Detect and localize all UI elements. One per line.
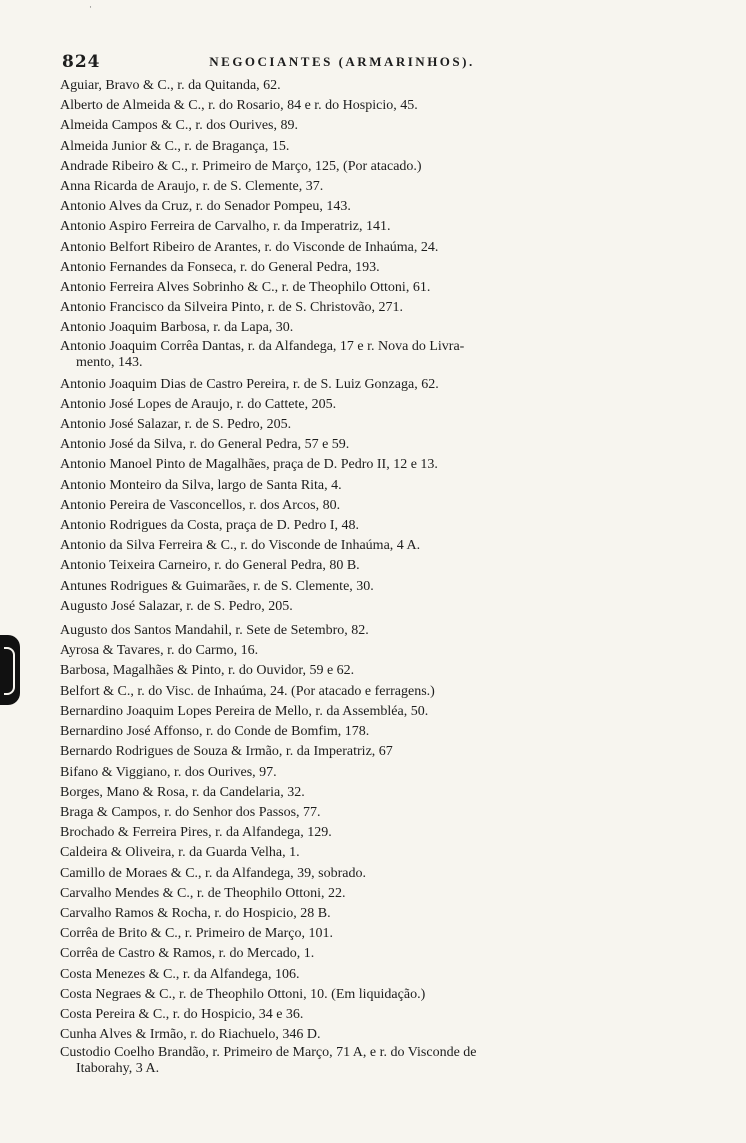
list-item: Alberto de Almeida & C., r. do Rosario, 84 e r. do Hospicio, 45.	[60, 98, 418, 114]
page-header	[62, 52, 702, 74]
list-item: Aguiar, Bravo & C., r. da Quitanda, 62.	[60, 78, 281, 93]
list-item: Corrêa de Brito & C., r. Primeiro de Março, 101.	[60, 926, 333, 942]
list-item: Antonio Monteiro da Silva, largo de Santa Rita, 4.	[60, 477, 342, 493]
list-item: Antonio Aspiro Ferreira de Carvalho, r. da Imperatriz, 141.	[60, 219, 391, 235]
list-item: Costa Negraes & C., r. de Theophilo Ottoni, 10. (Em liquidação.)	[60, 986, 426, 1002]
list-item: Augusto José Salazar, r. de S. Pedro, 205.	[60, 598, 293, 614]
merchant-list	[60, 76, 700, 1081]
list-item: Costa Menezes & C., r. da Alfandega, 106.	[60, 966, 300, 982]
list-item: Bernardino Joaquim Lopes Pereira de Mello, r. da Assembléa, 50.	[60, 703, 429, 719]
list-item: Antonio Joaquim Dias de Castro Pereira, r. de S. Luiz Gonzaga, 62.	[60, 376, 439, 392]
list-item: Antonio José da Silva, r. do General Pedra, 57 e 59.	[60, 437, 350, 453]
list-item: Brochado & Ferreira Pires, r. da Alfandega, 129.	[60, 825, 332, 841]
list-item: Ayrosa & Tavares, r. do Carmo, 16.	[60, 643, 259, 659]
list-item: Antunes Rodrigues & Guimarães, r. de S. Clemente, 30.	[60, 578, 374, 594]
list-item: Antonio Fernandes da Fonseca, r. do General Pedra, 193.	[60, 259, 380, 275]
list-item: Antonio Ferreira Alves Sobrinho & C., r. de Theophilo Ottoni, 61.	[60, 280, 431, 296]
list-item: Bernardino José Affonso, r. do Conde de Bomfim, 178.	[60, 724, 370, 740]
list-item: Almeida Junior & C., r. de Bragança, 15.	[60, 138, 290, 154]
list-item: Antonio José Lopes de Araujo, r. do Cattete, 205.	[60, 396, 337, 412]
list-item: Caldeira & Oliveira, r. da Guarda Velha, 1.	[60, 845, 300, 861]
list-item: Antonio Alves da Cruz, r. do Senador Pompeu, 143.	[60, 199, 351, 215]
list-item: Carvalho Mendes & C., r. de Theophilo Ottoni, 22.	[60, 885, 346, 901]
page-edge-marks	[716, 0, 746, 20]
list-item: Augusto dos Santos Mandahil, r. Sete de Setembro, 82.	[60, 623, 369, 639]
list-item: Antonio Rodrigues da Costa, praça de D. Pedro I, 48.	[60, 518, 359, 534]
list-item: Carvalho Ramos & Rocha, r. do Hospicio, 28 B.	[60, 905, 331, 921]
list-item: Antonio Pereira de Vasconcellos, r. dos Arcos, 80.	[60, 497, 341, 513]
list-item: Antonio da Silva Ferreira & C., r. do Visconde de Inhaúma, 4 A.	[60, 538, 421, 554]
running-title: NEGOCIANTES (ARMARINHOS).	[209, 54, 475, 69]
list-item: Corrêa de Castro & Ramos, r. do Mercado, 1.	[60, 946, 315, 962]
library-stamp	[0, 635, 20, 705]
list-item: Barbosa, Magalhães & Pinto, r. do Ouvidor, 59 e 62.	[60, 663, 355, 679]
list-item: Camillo de Moraes & C., r. da Alfandega, 39, sobrado.	[60, 865, 366, 881]
list-item: Bernardo Rodrigues de Souza & Irmão, r. da Imperatriz, 67	[60, 744, 393, 760]
list-item	[60, 339, 700, 371]
list-item: Antonio Manoel Pinto de Magalhães, praça de D. Pedro II, 12 e 13.	[60, 457, 438, 473]
list-item: Cunha Alves & Irmão, r. do Riachuelo, 346 D.	[60, 1027, 321, 1043]
list-item	[60, 1045, 700, 1077]
list-item: Costa Pereira & C., r. do Hospicio, 34 e 36.	[60, 1006, 304, 1022]
list-item: Antonio Belfort Ribeiro de Arantes, r. do Visconde de Inhaúma, 24.	[60, 239, 439, 255]
list-item: Braga & Campos, r. do Senhor dos Passos, 77.	[60, 804, 321, 820]
list-item-continuation: Itaborahy, 3 A.	[76, 1061, 160, 1077]
list-item: Antonio Francisco da Silveira Pinto, r. de S. Christovão, 271.	[60, 300, 403, 316]
list-item-continuation: mento, 143.	[76, 354, 143, 370]
list-item-line: Custodio Coelho Brandão, r. Primeiro de Março, 71 A, e r. do Visconde de	[60, 1045, 477, 1061]
list-item: Almeida Campos & C., r. dos Ourives, 89.	[60, 118, 298, 134]
list-item: Belfort & C., r. do Visc. de Inhaúma, 24. (Por atacado e ferragens.)	[60, 683, 435, 699]
print-mark: ˙	[88, 6, 93, 17]
list-item: Bifano & Viggiano, r. dos Ourives, 97.	[60, 764, 277, 780]
list-item: Antonio José Salazar, r. de S. Pedro, 205.	[60, 417, 292, 433]
list-item: Borges, Mano & Rosa, r. da Candelaria, 32.	[60, 784, 305, 800]
list-item: Antonio Joaquim Barbosa, r. da Lapa, 30.	[60, 320, 294, 336]
page-number: 824	[62, 52, 101, 72]
list-item: Antonio Teixeira Carneiro, r. do General Pedra, 80 B.	[60, 558, 360, 574]
list-item: Anna Ricarda de Araujo, r. de S. Clemente, 37.	[60, 179, 324, 195]
list-item: Andrade Ribeiro & C., r. Primeiro de Março, 125, (Por atacado.)	[60, 158, 422, 174]
list-item-line: Antonio Joaquim Corrêa Dantas, r. da Alfandega, 17 e r. Nova do Livra-	[60, 338, 465, 354]
